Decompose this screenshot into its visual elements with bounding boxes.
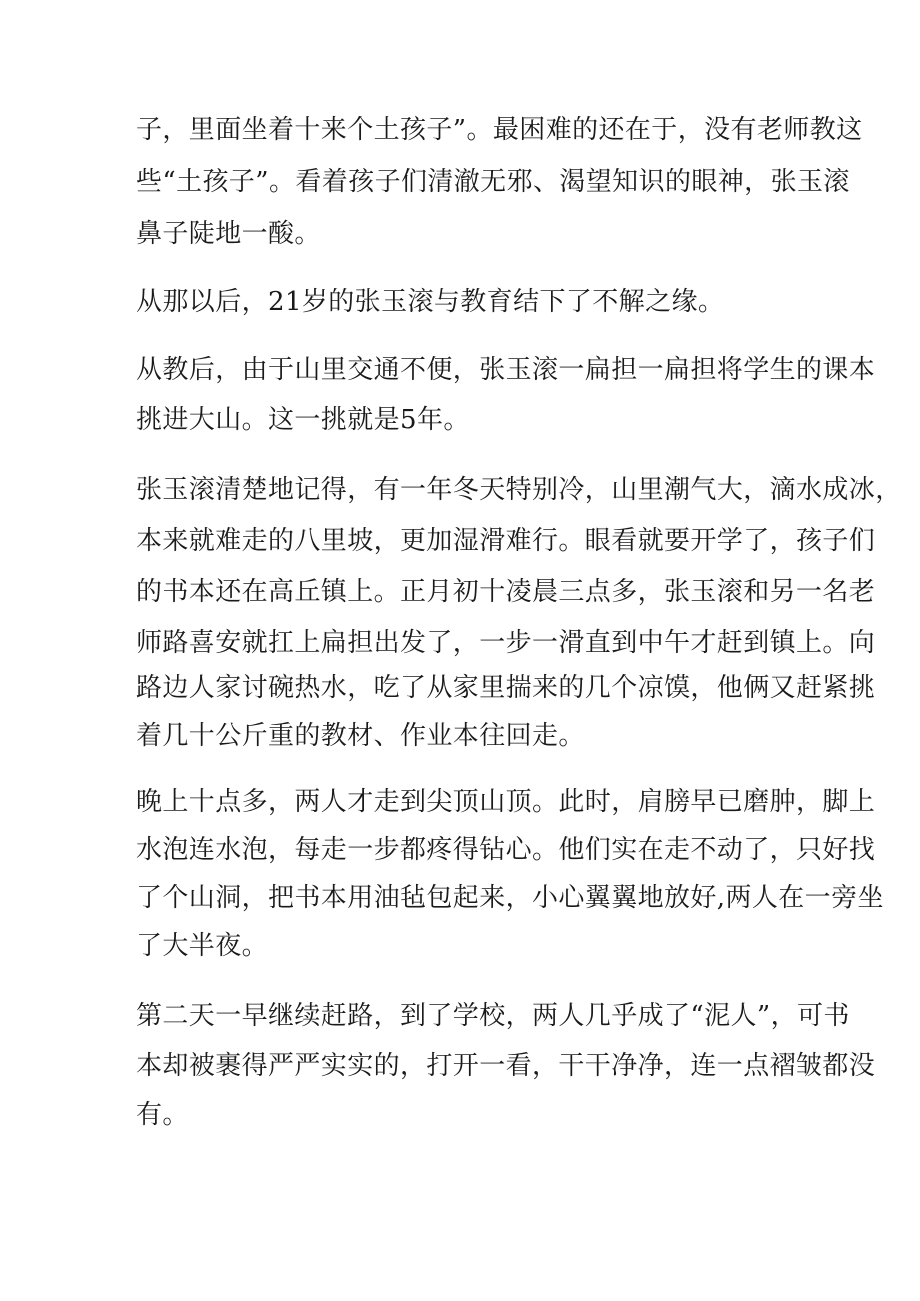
text-line: 挑进大山。这一挑就是5年。 bbox=[136, 405, 470, 435]
text-line: 水泡连水泡，每走一步都疼得钻心。他们实在走不动了，只好找 bbox=[136, 835, 876, 865]
text-line: 有。 bbox=[136, 1100, 189, 1130]
text-line: 了个山洞，把书本用油毡包起来，小心翼翼地放好,两人在一旁坐 bbox=[136, 883, 884, 913]
text-line: 子，里面坐着十来个土孩子”。最困难的还在于，没有老师教这 bbox=[136, 115, 863, 145]
text-line: 从教后，由于山里交通不便，张玉滚一扁担一扁担将学生的课本 bbox=[136, 355, 876, 385]
text-line: 着几十公斤重的教材、作业本往回走。 bbox=[136, 721, 585, 751]
text-line: 张玉滚清楚地记得，有一年冬天特别冷，山里潮气大，滴水成冰， bbox=[136, 475, 902, 505]
text-line: 些“土孩子”。看着孩子们清澈无邪、渴望知识的眼神，张玉滚 bbox=[136, 167, 850, 197]
text-line: 晚上十点多，两人才走到尖顶山顶。此时，肩膀早已磨肿，脚上 bbox=[136, 787, 876, 817]
text-line: 鼻子陡地一酸。 bbox=[136, 219, 321, 249]
text-line: 从那以后，21岁的张玉滚与教育结下了不解之缘。 bbox=[136, 287, 725, 317]
text-line: 师路喜安就扛上扁担出发了，一步一滑直到中午才赶到镇上。向 bbox=[136, 628, 876, 658]
text-line: 了大半夜。 bbox=[136, 931, 269, 961]
text-line: 本却被裹得严严实实的，打开一看，干干净净，连一点褶皱都没 bbox=[136, 1051, 876, 1081]
text-line: 本来就难走的八里坡，更加湿滑难行。眼看就要开学了，孩子们 bbox=[136, 526, 876, 556]
text-line: 路边人家讨碗热水，吃了从家里揣来的几个凉馍，他俩又赶紧挑 bbox=[136, 673, 876, 703]
text-line: 的书本还在高丘镇上。正月初十凌晨三点多，张玉滚和另一名老 bbox=[136, 577, 876, 607]
text-line: 第二天一早继续赶路，到了学校，两人几乎成了“泥人”，可书 bbox=[136, 1001, 850, 1031]
